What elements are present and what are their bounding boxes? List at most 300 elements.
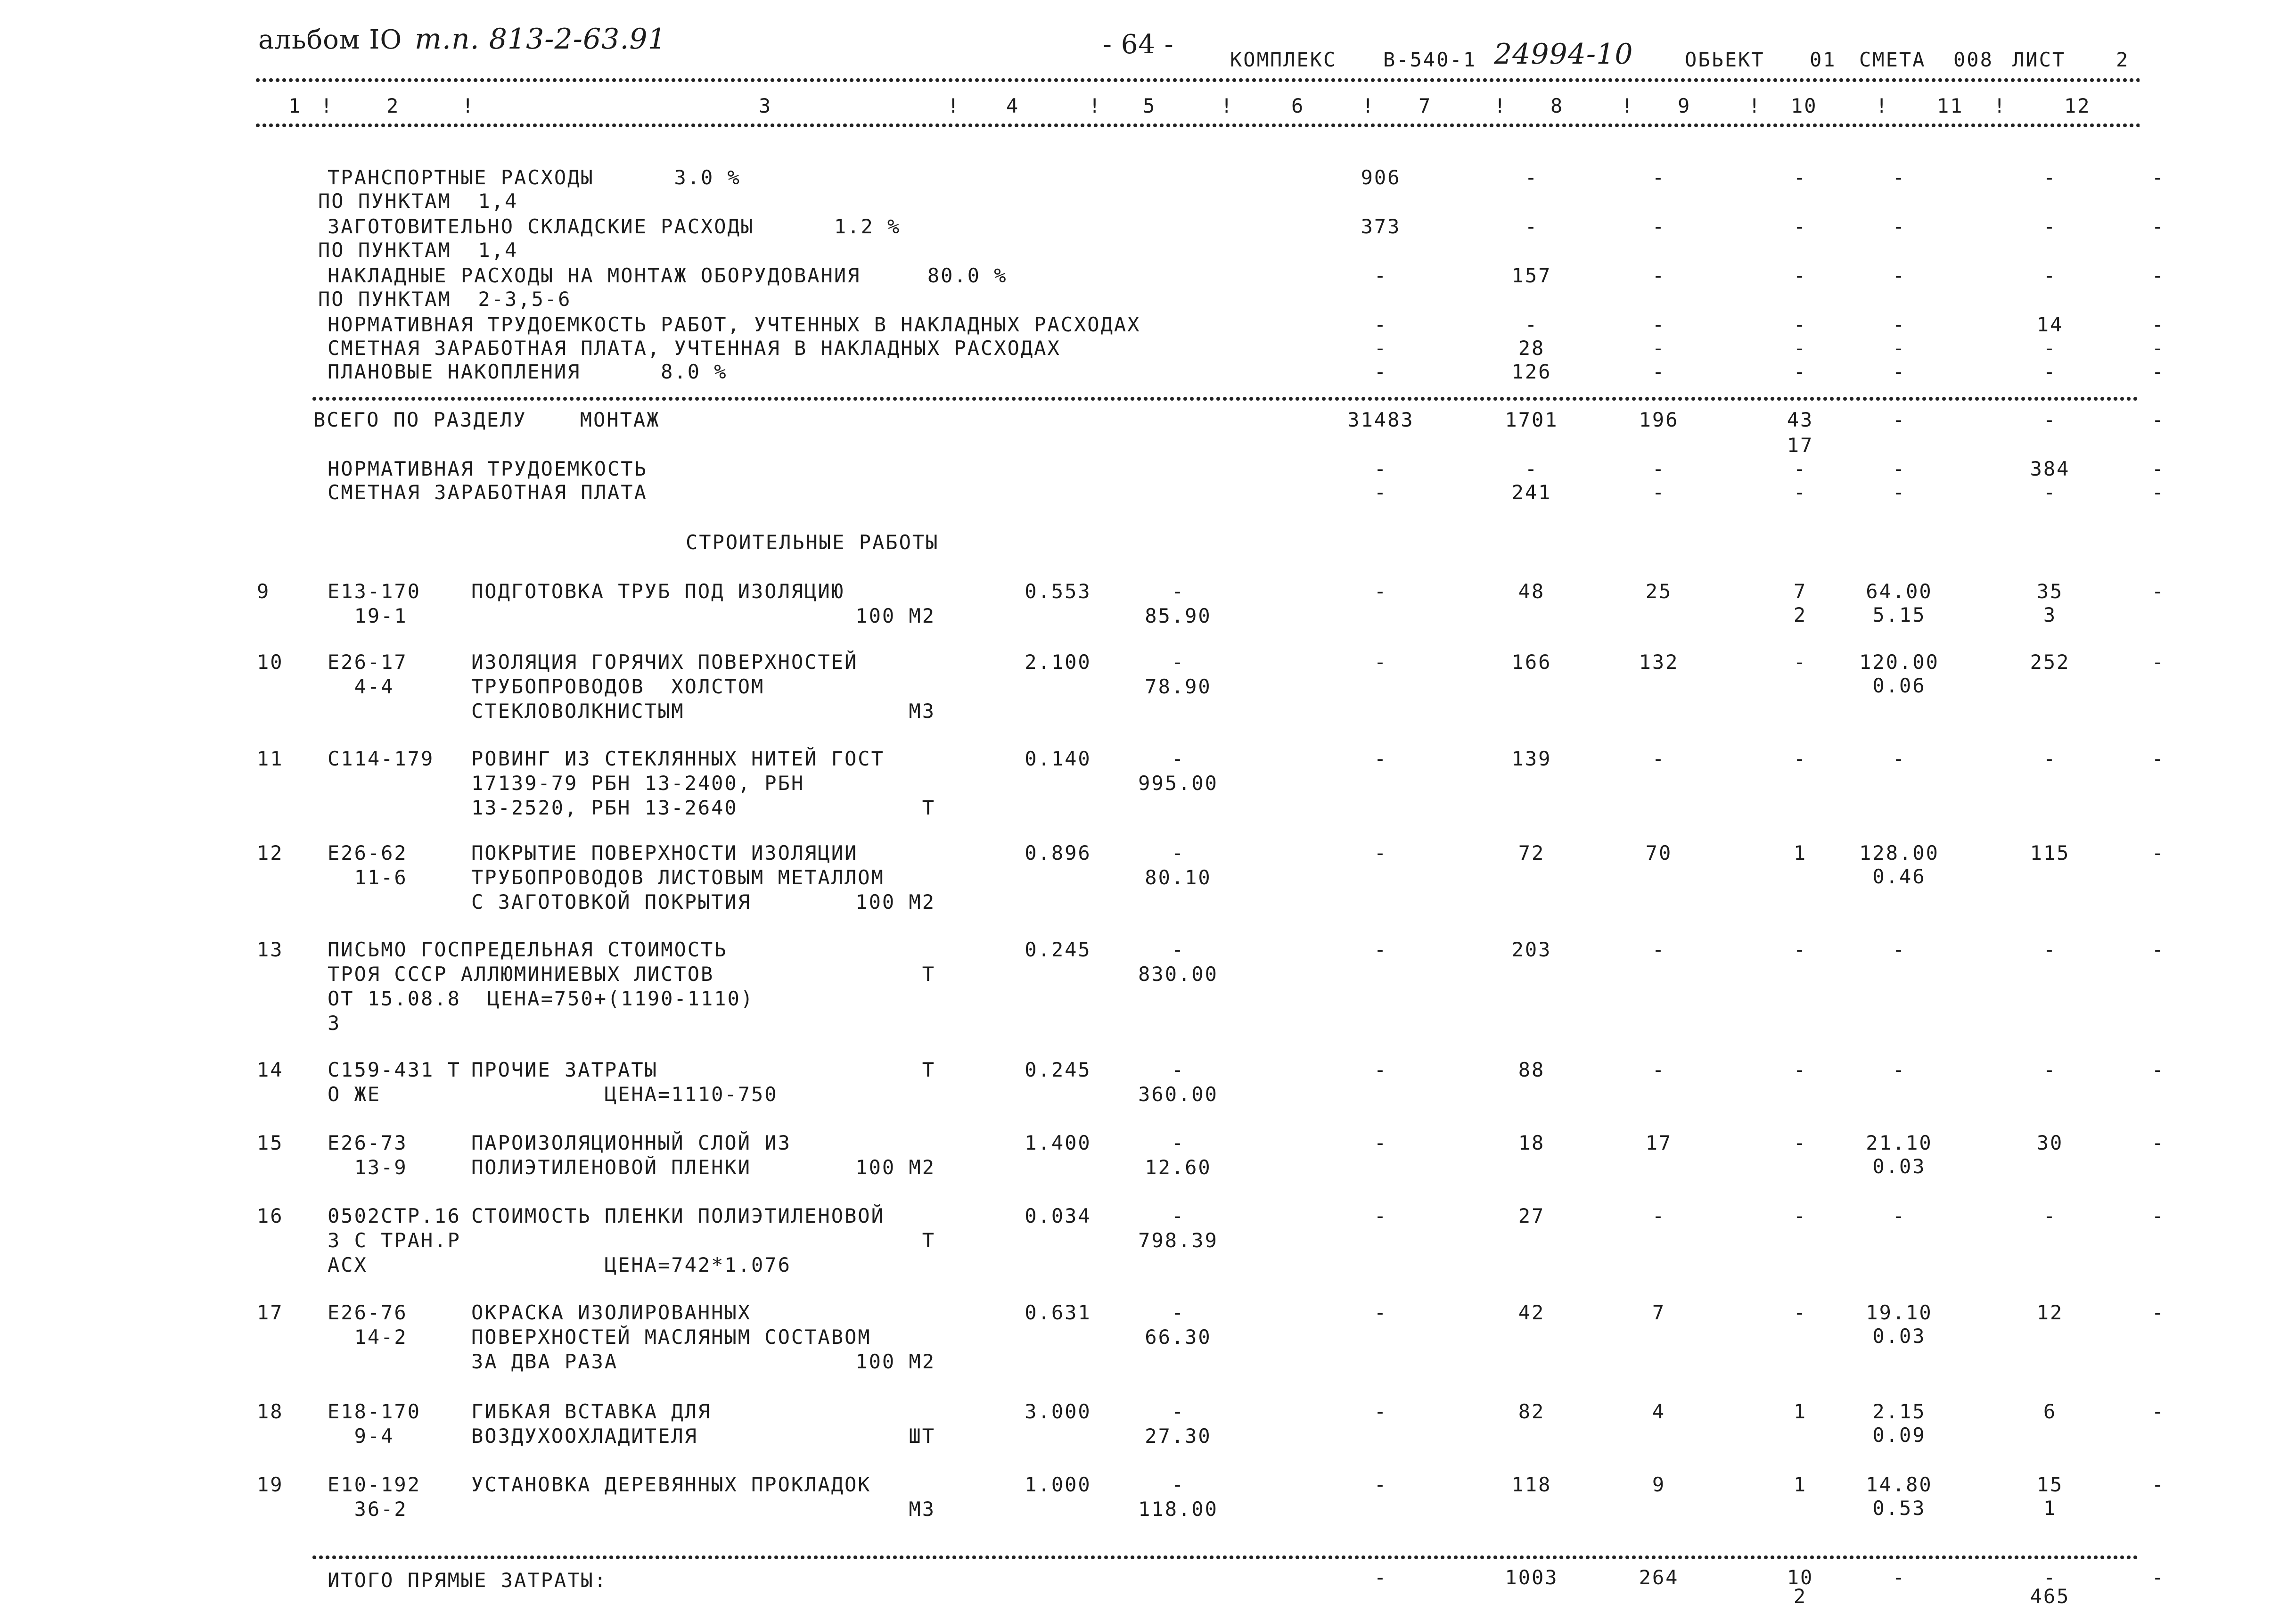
row-unit-price: 830.00: [1138, 963, 1218, 986]
overhead-label: ТРАНСПОРТНЫЕ РАСХОДЫ 3.0 %: [328, 166, 741, 189]
row-c8: 4: [1652, 1400, 1666, 1423]
overhead-c11: -: [2043, 215, 2057, 238]
row-c11: -: [2043, 747, 2057, 770]
row-quantity: 0.245: [1025, 938, 1091, 961]
section-total-c7: 1701: [1505, 408, 1558, 431]
row-c10b: 0.03: [1872, 1325, 1926, 1348]
section-total-c11: -: [2043, 408, 2057, 431]
column-header-5: 5: [1143, 94, 1156, 117]
resource-code: 14-2: [328, 1325, 408, 1349]
album-label: альбом IO: [258, 25, 402, 55]
row-c9: 1: [1793, 1473, 1807, 1496]
overhead-c12: -: [2151, 264, 2165, 287]
row-c12: -: [2151, 841, 2165, 864]
wage-c6: -: [1374, 481, 1388, 504]
row-c12: -: [2151, 1301, 2165, 1324]
row-c6: -: [1374, 1473, 1388, 1496]
row-price-dash: -: [1171, 580, 1185, 603]
row-price-dash: -: [1171, 841, 1185, 864]
resource-code: Е18-170: [328, 1400, 421, 1423]
row-description: ЦЕНА=742*1.076: [471, 1253, 791, 1276]
row-quantity: 1.400: [1025, 1131, 1091, 1154]
row-unit: Т: [922, 796, 935, 819]
row-c7: 88: [1518, 1058, 1545, 1081]
section-total-c9: 43: [1787, 408, 1814, 431]
row-c6: -: [1374, 650, 1388, 674]
row-c12: -: [2151, 1058, 2165, 1081]
direct-total-separator: [311, 1555, 2140, 1559]
header-separator-top: [254, 78, 2140, 82]
row-number: 10: [257, 650, 284, 674]
row-unit: ШТ: [909, 1424, 935, 1448]
row-c7: 118: [1511, 1473, 1552, 1496]
row-price-dash: -: [1171, 1204, 1185, 1227]
column-header-11: 11: [1937, 94, 1964, 117]
resource-code: 4-4: [328, 675, 394, 698]
resource-code: Е26-76: [328, 1301, 408, 1324]
norm-labor-c10: -: [1892, 457, 1906, 480]
overhead-c10: -: [1892, 313, 1906, 336]
overhead-c10: -: [1892, 215, 1906, 238]
direct-total-c7: 1003: [1505, 1566, 1558, 1589]
wage-c9: -: [1793, 481, 1807, 504]
overhead-label: НАКЛАДНЫЕ РАСХОДЫ НА МОНТАЖ ОБОРУДОВАНИЯ 80.0 %: [328, 264, 1008, 287]
norm-labor-c6: -: [1374, 457, 1388, 480]
row-quantity: 0.034: [1025, 1204, 1091, 1227]
resource-code: Е26-73: [328, 1131, 408, 1154]
row-price-dash: -: [1171, 747, 1185, 770]
row-c9: 1: [1793, 1400, 1807, 1423]
row-c7: 27: [1518, 1204, 1545, 1227]
overhead-c8: -: [1652, 313, 1666, 336]
row-c8: 17: [1645, 1131, 1673, 1154]
overhead-c10: -: [1892, 360, 1906, 383]
row-number: 18: [257, 1400, 284, 1423]
row-c10: -: [1892, 747, 1906, 770]
row-c11: 12: [2036, 1301, 2064, 1324]
row-description-extra: 3 С ТРАН.Р: [328, 1229, 461, 1252]
row-c9b: 2: [1793, 603, 1807, 626]
row-unit-price: 995.00: [1138, 772, 1218, 795]
list-number: 2: [2116, 48, 2130, 71]
row-c11: 35: [2036, 580, 2064, 603]
row-c8: -: [1652, 1058, 1666, 1081]
column-header-8: 8: [1550, 94, 1564, 117]
resource-code: Е13-170: [328, 580, 421, 603]
column-header-12: 12: [2064, 94, 2091, 117]
row-c11: -: [2043, 1204, 2057, 1227]
row-unit: 100 М2: [855, 890, 935, 913]
kompleks-label: КОМПЛЕКС: [1230, 48, 1337, 71]
row-description: ЗА ДВА РАЗА: [471, 1350, 618, 1373]
section-total-c9b: 17: [1787, 434, 1814, 457]
row-c9: -: [1793, 1058, 1807, 1081]
row-description: РОВИНГ ИЗ СТЕКЛЯННЫХ НИТЕЙ ГОСТ: [471, 747, 885, 770]
overhead-c12: -: [2151, 166, 2165, 189]
overhead-c11: -: [2043, 264, 2057, 287]
row-quantity: 0.140: [1025, 747, 1091, 770]
overhead-c12: -: [2151, 360, 2165, 383]
overhead-c9: -: [1793, 264, 1807, 287]
resource-code: Е26-62: [328, 841, 408, 864]
row-description: ВОЗДУХООХЛАДИТЕЛЯ: [471, 1424, 698, 1448]
overhead-c11: 14: [2036, 313, 2064, 336]
row-c8: -: [1652, 747, 1666, 770]
row-description: ПРОЧИЕ ЗАТРАТЫ: [471, 1058, 658, 1081]
resource-code: 19-1: [328, 604, 408, 627]
row-c10: 128.00: [1859, 841, 1939, 864]
row-unit-price: 66.30: [1145, 1325, 1212, 1349]
overhead-c10: -: [1892, 337, 1906, 360]
norm-labor-c7: -: [1525, 457, 1539, 480]
row-c10: 64.00: [1866, 580, 1933, 603]
row-c9: -: [1793, 1131, 1807, 1154]
overhead-c8: -: [1652, 264, 1666, 287]
overhead-c12: -: [2151, 215, 2165, 238]
wage-c10: -: [1892, 481, 1906, 504]
row-unit: Т: [922, 963, 935, 986]
row-unit: М3: [909, 1498, 935, 1521]
section-total-separator: [311, 397, 2140, 401]
row-unit-price: 27.30: [1145, 1424, 1212, 1448]
column-header-2: 2: [386, 94, 400, 117]
column-divider: !: [1494, 94, 1508, 117]
column-header-6: 6: [1291, 94, 1305, 117]
row-c10: -: [1892, 1058, 1906, 1081]
row-c11: -: [2043, 938, 2057, 961]
row-c6: -: [1374, 1204, 1388, 1227]
overhead-c6: -: [1374, 360, 1388, 383]
overhead-c11: -: [2043, 166, 2057, 189]
row-unit-price: 798.39: [1138, 1229, 1218, 1252]
row-c12: -: [2151, 1131, 2165, 1154]
wage-label: СМЕТНАЯ ЗАРАБОТНАЯ ПЛАТА: [328, 481, 648, 504]
row-c10b: 5.15: [1872, 603, 1926, 626]
overhead-c8: -: [1652, 337, 1666, 360]
row-quantity: 0.553: [1025, 580, 1091, 603]
row-unit-price: 80.10: [1145, 866, 1212, 889]
overhead-c9: -: [1793, 360, 1807, 383]
row-c10b: 0.06: [1872, 674, 1926, 697]
page-number: - 64 -: [1103, 29, 1174, 60]
wage-c11: -: [2043, 481, 2057, 504]
row-quantity: 0.631: [1025, 1301, 1091, 1324]
overhead-label: НОРМАТИВНАЯ ТРУДОЕМКОСТЬ РАБОТ, УЧТЕННЫХ В НАКЛАДНЫХ РАСХОДАХ: [328, 313, 1141, 336]
row-description: ПАРОИЗОЛЯЦИОННЫЙ СЛОЙ ИЗ: [471, 1131, 791, 1154]
row-c10: 19.10: [1866, 1301, 1933, 1324]
row-c11: 15: [2036, 1473, 2064, 1496]
row-description: ЦЕНА=1110-750: [471, 1083, 778, 1106]
row-c7: 72: [1518, 841, 1545, 864]
kompleks-code: В-540-1: [1383, 48, 1477, 71]
row-unit: Т: [922, 1229, 935, 1252]
direct-total-c9: 10: [1787, 1566, 1814, 1589]
row-unit-price: 12.60: [1145, 1156, 1212, 1179]
row-c10b: 0.09: [1872, 1424, 1926, 1447]
overhead-c8: -: [1652, 360, 1666, 383]
row-unit: 100 М2: [855, 1156, 935, 1179]
resource-code: 0502СТР.16: [328, 1204, 461, 1227]
overhead-c12: -: [2151, 313, 2165, 336]
norm-labor-c12: -: [2151, 457, 2165, 480]
row-c10: 14.80: [1866, 1473, 1933, 1496]
row-c12: -: [2151, 650, 2165, 674]
column-header-9: 9: [1678, 94, 1691, 117]
row-c11: 252: [2030, 650, 2070, 674]
overhead-sublabel: ПО ПУНКТАМ 1,4: [318, 189, 518, 213]
row-c9: -: [1793, 938, 1807, 961]
row-c6: -: [1374, 841, 1388, 864]
row-description: СТЕКЛОВОЛКНИСТЫМ: [471, 699, 685, 723]
tp-handwritten: т.п. 813-2-63.91: [415, 23, 666, 56]
direct-total-c6: -: [1374, 1566, 1388, 1589]
column-divider: !: [1993, 94, 2007, 117]
overhead-sublabel: ПО ПУНКТАМ 1,4: [318, 239, 518, 262]
row-c10: 21.10: [1866, 1131, 1933, 1154]
overhead-c12: -: [2151, 337, 2165, 360]
norm-labor-c8: -: [1652, 457, 1666, 480]
row-number: 14: [257, 1058, 284, 1081]
column-divider: !: [1362, 94, 1376, 117]
row-c10: 120.00: [1859, 650, 1939, 674]
row-c8: -: [1652, 1204, 1666, 1227]
row-price-dash: -: [1171, 1473, 1185, 1496]
row-unit-price: 78.90: [1145, 675, 1212, 698]
direct-total-c8: 264: [1639, 1566, 1679, 1589]
row-number: 17: [257, 1301, 284, 1324]
row-description: 17139-79 РБН 13-2400, РБН: [471, 772, 805, 795]
row-description: ПОЛИЭТИЛЕНОВОЙ ПЛЕНКИ: [471, 1156, 752, 1179]
norm-labor-c9: -: [1793, 457, 1807, 480]
row-description: ОТ 15.08.8 ЦЕНА=750+(1190-1110): [328, 987, 754, 1010]
row-c11: 6: [2043, 1400, 2057, 1423]
list-label: ЛИСТ: [2012, 48, 2066, 71]
row-number: 12: [257, 841, 284, 864]
column-divider: !: [462, 94, 476, 117]
row-description: 3: [328, 1012, 341, 1035]
resource-code: Е10-192: [328, 1473, 421, 1496]
section-total-c6: 31483: [1347, 408, 1414, 431]
row-c10: -: [1892, 1204, 1906, 1227]
row-c9: 7: [1793, 580, 1807, 603]
overhead-c7: 28: [1518, 337, 1545, 360]
row-unit-price: 85.90: [1145, 604, 1212, 627]
overhead-c7: -: [1525, 313, 1539, 336]
section-total-label: ВСЕГО ПО РАЗДЕЛУ МОНТАЖ: [313, 408, 660, 431]
column-divider: !: [1748, 94, 1762, 117]
row-price-dash: -: [1171, 650, 1185, 674]
direct-total-c11b: 465: [2030, 1585, 2070, 1608]
direct-total-c10: -: [1892, 1566, 1906, 1589]
overhead-c7: -: [1525, 166, 1539, 189]
resource-code: 36-2: [328, 1498, 408, 1521]
row-c6: -: [1374, 1131, 1388, 1154]
overhead-c9: -: [1793, 166, 1807, 189]
row-c7: 42: [1518, 1301, 1545, 1324]
overhead-c11: -: [2043, 337, 2057, 360]
row-unit-price: 118.00: [1138, 1498, 1218, 1521]
row-c6: -: [1374, 938, 1388, 961]
row-description-extra: О ЖЕ: [328, 1083, 381, 1106]
overhead-c9: -: [1793, 337, 1807, 360]
row-c7: 203: [1511, 938, 1552, 961]
row-description: ПОВЕРХНОСТЕЙ МАСЛЯНЫМ СОСТАВОМ: [471, 1325, 871, 1349]
row-c11: 30: [2036, 1131, 2064, 1154]
row-description: ОКРАСКА ИЗОЛИРОВАННЫХ: [471, 1301, 752, 1324]
row-unit: М3: [909, 699, 935, 723]
row-c11: -: [2043, 1058, 2057, 1081]
row-c7: 48: [1518, 580, 1545, 603]
row-c8: 9: [1652, 1473, 1666, 1496]
overhead-c10: -: [1892, 264, 1906, 287]
smeta-label: СМЕТА: [1859, 48, 1926, 71]
row-c10: 2.15: [1872, 1400, 1926, 1423]
row-description: ПОДГОТОВКА ТРУБ ПОД ИЗОЛЯЦИЮ: [471, 580, 845, 603]
row-c9: -: [1793, 747, 1807, 770]
column-divider: !: [1221, 94, 1234, 117]
row-quantity: 0.245: [1025, 1058, 1091, 1081]
row-c12: -: [2151, 747, 2165, 770]
row-c12: -: [2151, 580, 2165, 603]
direct-total-c12: -: [2151, 1566, 2165, 1589]
norm-labor-c11: 384: [2030, 457, 2070, 480]
row-c11b: 1: [2043, 1497, 2057, 1520]
row-c8: 132: [1639, 650, 1679, 674]
column-divider: !: [1089, 94, 1102, 117]
row-c12: -: [2151, 938, 2165, 961]
row-description: ПИСЬМО ГОСПРЕДЕЛЬНАЯ СТОИМОСТЬ: [328, 938, 728, 961]
column-header-1: 1: [288, 94, 302, 117]
resource-code: 9-4: [328, 1424, 394, 1448]
column-header-7: 7: [1419, 94, 1432, 117]
row-description: ИЗОЛЯЦИЯ ГОРЯЧИХ ПОВЕРХНОСТЕЙ: [471, 650, 858, 674]
overhead-c7: 157: [1511, 264, 1552, 287]
row-number: 16: [257, 1204, 284, 1227]
row-c12: -: [2151, 1473, 2165, 1496]
row-description: С ЗАГОТОВКОЙ ПОКРЫТИЯ: [471, 890, 752, 913]
row-c11: 115: [2030, 841, 2070, 864]
section-total-c8: 196: [1639, 408, 1679, 431]
column-header-4: 4: [1006, 94, 1020, 117]
row-c9: -: [1793, 1301, 1807, 1324]
row-number: 15: [257, 1131, 284, 1154]
row-number: 11: [257, 747, 284, 770]
column-header-10: 10: [1791, 94, 1818, 117]
row-c9: -: [1793, 1204, 1807, 1227]
section-title: СТРОИТЕЛЬНЫЕ РАБОТЫ: [686, 531, 939, 554]
overhead-label: ЗАГОТОВИТЕЛЬНО СКЛАДСКИЕ РАСХОДЫ 1.2 %: [328, 215, 901, 238]
row-price-dash: -: [1171, 1400, 1185, 1423]
row-description: ТРОЯ СССР АЛЛЮМИНИЕВЫХ ЛИСТОВ: [328, 963, 714, 986]
row-description: ПОКРЫТИЕ ПОВЕРХНОСТИ ИЗОЛЯЦИИ: [471, 841, 858, 864]
row-description: ТРУБОПРОВОДОВ ХОЛСТОМ: [471, 675, 765, 698]
row-quantity: 1.000: [1025, 1473, 1091, 1496]
wage-c7: 241: [1511, 481, 1552, 504]
overhead-c7: 126: [1511, 360, 1552, 383]
row-c10: -: [1892, 938, 1906, 961]
row-c9: 1: [1793, 841, 1807, 864]
overhead-c8: -: [1652, 215, 1666, 238]
row-price-dash: -: [1171, 1301, 1185, 1324]
row-c7: 166: [1511, 650, 1552, 674]
row-number: 13: [257, 938, 284, 961]
row-c7: 139: [1511, 747, 1552, 770]
row-c6: -: [1374, 1301, 1388, 1324]
overhead-c7: -: [1525, 215, 1539, 238]
row-description-extra: АСХ: [328, 1253, 368, 1276]
row-c8: 25: [1645, 580, 1673, 603]
direct-total-c9b: 2: [1793, 1585, 1807, 1608]
object-label: ОБЬЕКТ: [1685, 48, 1765, 71]
direct-total-label: ИТОГО ПРЯМЫЕ ЗАТРАТЫ:: [328, 1569, 608, 1592]
row-unit: 100 М2: [855, 1350, 935, 1373]
smeta-number: 008: [1953, 48, 1993, 71]
row-c6: -: [1374, 1058, 1388, 1081]
overhead-c8: -: [1652, 166, 1666, 189]
wage-c12: -: [2151, 481, 2165, 504]
overhead-c6: 906: [1361, 166, 1401, 189]
overhead-c6: -: [1374, 313, 1388, 336]
object-number: 01: [1810, 48, 1837, 71]
overhead-c6: -: [1374, 337, 1388, 360]
section-total-c12: -: [2151, 408, 2165, 431]
overhead-c11: -: [2043, 360, 2057, 383]
column-divider: !: [1621, 94, 1635, 117]
row-c6: -: [1374, 747, 1388, 770]
resource-code: С159-431 Т: [328, 1058, 461, 1081]
column-divider: !: [947, 94, 961, 117]
row-number: 19: [257, 1473, 284, 1496]
row-c6: -: [1374, 580, 1388, 603]
column-header-3: 3: [759, 94, 772, 117]
wage-c8: -: [1652, 481, 1666, 504]
row-description: ТРУБОПРОВОДОВ ЛИСТОВЫМ МЕТАЛЛОМ: [471, 866, 885, 889]
overhead-c6: -: [1374, 264, 1388, 287]
row-price-dash: -: [1171, 938, 1185, 961]
column-divider: !: [1876, 94, 1889, 117]
resource-code: С114-179: [328, 747, 435, 770]
row-c10b: 0.46: [1872, 865, 1926, 888]
overhead-c9: -: [1793, 215, 1807, 238]
row-c8: -: [1652, 938, 1666, 961]
row-c7: 82: [1518, 1400, 1545, 1423]
row-c12: -: [2151, 1400, 2165, 1423]
row-c7: 18: [1518, 1131, 1545, 1154]
row-description: СТОИМОСТЬ ПЛЕНКИ ПОЛИЭТИЛЕНОВОЙ: [471, 1204, 885, 1227]
row-description: 13-2520, РБН 13-2640: [471, 796, 738, 819]
resource-code: Е26-17: [328, 650, 408, 674]
row-description: УСТАНОВКА ДЕРЕВЯННЫХ ПРОКЛАДОК: [471, 1473, 871, 1496]
overhead-label: ПЛАНОВЫЕ НАКОПЛЕНИЯ 8.0 %: [328, 360, 728, 383]
resource-code: 13-9: [328, 1156, 408, 1179]
row-quantity: 0.896: [1025, 841, 1091, 864]
row-c8: 70: [1645, 841, 1673, 864]
row-unit-price: 360.00: [1138, 1083, 1218, 1106]
row-c9: -: [1793, 650, 1807, 674]
row-c11b: 3: [2043, 603, 2057, 626]
row-c8: 7: [1652, 1301, 1666, 1324]
overhead-c10: -: [1892, 166, 1906, 189]
row-description: ГИБКАЯ ВСТАВКА ДЛЯ: [471, 1400, 712, 1423]
row-quantity: 3.000: [1025, 1400, 1091, 1423]
overhead-c9: -: [1793, 313, 1807, 336]
overhead-label: СМЕТНАЯ ЗАРАБОТНАЯ ПЛАТА, УЧТЕННАЯ В НАКЛАДНЫХ РАСХОДАХ: [328, 337, 1061, 360]
column-divider: !: [320, 94, 334, 117]
row-unit: 100 М2: [855, 604, 935, 627]
direct-total-c11: -: [2043, 1566, 2057, 1589]
section-total-c10: -: [1892, 408, 1906, 431]
overhead-sublabel: ПО ПУНКТАМ 2-3,5-6: [318, 288, 572, 311]
